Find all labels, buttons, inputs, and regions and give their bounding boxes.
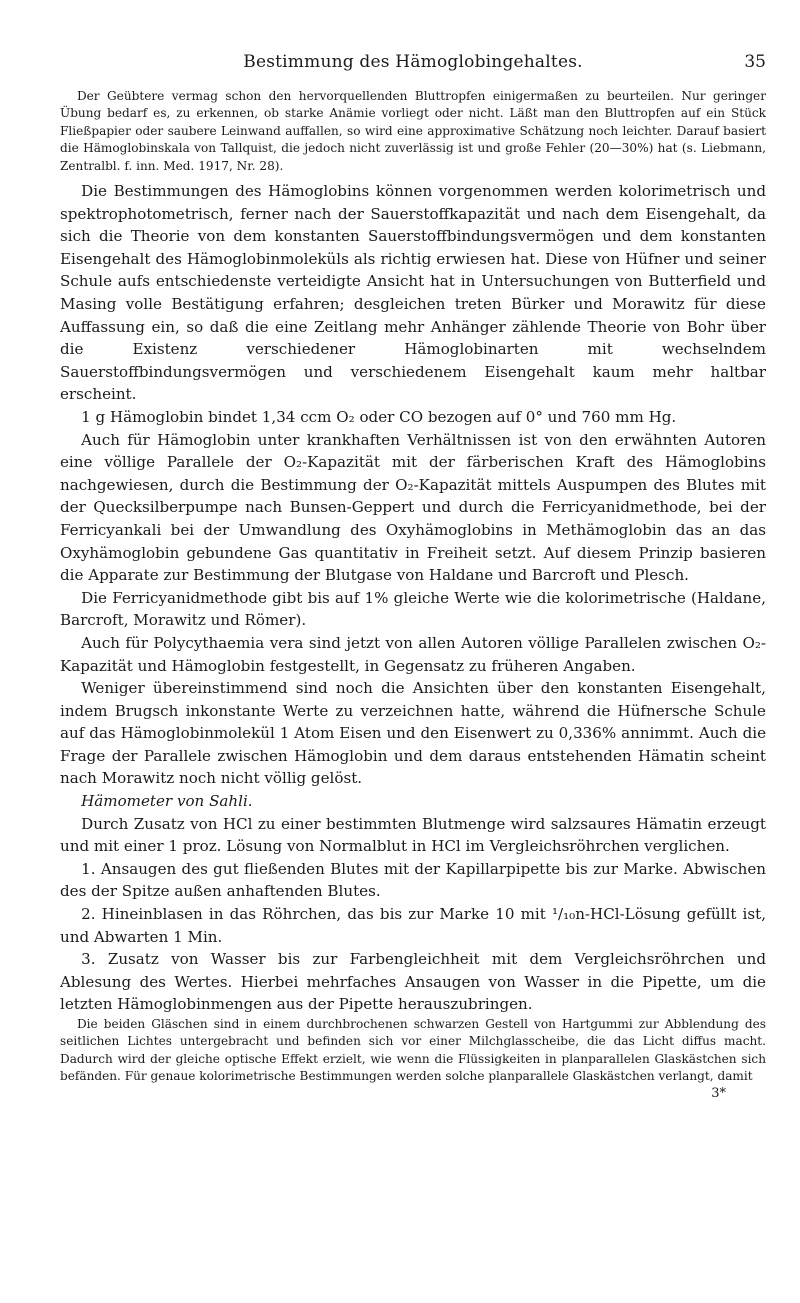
paragraph-binding: 1 g Hämoglobin bindet 1,34 ccm O₂ oder CO bezogen auf 0° und 760 mm Hg. (81, 407, 677, 426)
step-1: 1. Ansaugen des gut fließenden Blutes mit der Kapillarpipette bis zur Marke. Abwischen des der Spitze außen anhaftenden Blutes. (60, 859, 766, 901)
paragraph-parallel: Auch für Hämoglobin unter krankhaften Verhältnissen ist von den erwähnten Autoren eine völlige Parallele der O₂-Kapazität mit der färberischen Kraft des Hämoglobins nachgewiesen, durch die Bestimmung der O₂-Kapazität mittels Auspumpen des Blutes mit der Quecksilberpumpe nach Bunsen-Geppert und durch die Ferricyanidmethode, bei der Ferricyankali bei der Umwandlung des Oxyhämoglobins in Methämoglobin das an das Oxyhämoglobin gebundene Gas quantitativ in Freiheit setzt. Auf diesem Prinzip basieren die Apparate zur Bestimmung der Blutgase von Haldane und Barcroft und Plesch. (60, 430, 766, 585)
paragraph-ferricyanid: Die Ferricyanidmethode gibt bis auf 1% gleiche Werte wie die kolorimetrische (Haldane, Barcroft, Morawitz und Römer). (60, 588, 766, 630)
section-title: Hämometer von Sahli. (81, 792, 253, 811)
paragraph-iron: Weniger übereinstimmend sind noch die Ansichten über den konstanten Eisengehalt, indem Brugsch inkonstante Werte zu verzeichnen hatte, während die Hüfnersche Schule auf das Hämoglobinmolekül 1 Atom Eisen und den Eisenwert zu 0,336% annimmt. Auch die Frage der Parallele zwischen Hämoglobin und dem daraus entstehenden Hämatin scheint nach Morawitz noch nicht völlig gelöst. (60, 679, 766, 788)
paragraph-polycythaemia: Auch für Polycythaemia vera sind jetzt von allen Autoren völlige Parallelen zwischen O₂-Kapazität und Hämoglobin festgestellt, in Gegensatz zu früheren Angaben. (60, 633, 766, 675)
paragraph-methods: Die Bestimmungen des Hämoglobins können vorgenommen werden kolorimetrisch und spektrophotometrisch, ferner nach der Sauerstoffkapazität und nach dem Eisengehalt, da sich die Theorie von dem konstanten Sauerstoffbindungsvermögen und dem konstanten Eisengehalt des Hämoglobinmoleküls als richtig erwiesen hat. Diese von Hüfner und seiner Schule aufs entschiedenste verteidigte Ansicht hat in Untersuchungen von Butterfield und Masing volle Bestätigung erfahren; desgleichen treten Bürker und Morawitz für diese Auffassung ein, so daß die eine Zeitlang mehr Anhänger zählende Theorie von Bohr über die Existenz verschiedener Hämoglobinarten mit wechselndem Sauerstoffbindungsvermögen und verschiedenem Eisengehalt kaum mehr haltbar erscheint. (60, 182, 766, 404)
page-number: 35 (744, 52, 766, 72)
step-2: 2. Hineinblasen in das Röhrchen, das bis zur Marke 10 mit ¹/₁₀n-HCl-Lösung gefüllt ist, und Abwarten 1 Min. (60, 905, 766, 946)
note-paragraph: Die beiden Gläschen sind in einem durchbrochenen schwarzen Gestell von Hartgummi zur Abblendung des seitlichen Lichtes untergebracht und befinden sich vor einer Milchglasscheibe, die das Licht diffus macht. Dadurch wird der gleiche optische Effekt erzielt, wie wenn die Flüssigkeiten in planparallelen Glaskästchen sich befänden. Für genaue kolorimetrische Bestimmungen werden solche planparallele Glaskästchen verlangt, damit (60, 1017, 766, 1084)
step-3: 3. Zusatz von Wasser bis zur Farbengleichheit mit dem Vergleichsröhrchen und Ablesung des Wertes. Hierbei mehrfaches Ansaugen von Wasser in die Pipette, um die letzten Hämoglobinmengen aus der Pipette herauszubringen. (60, 950, 766, 1014)
page-header (60, 52, 766, 82)
paragraph-intro: Der Geübtere vermag schon den hervorquellenden Bluttropfen einigermaßen zu beurteilen. Nur geringer Übung bedarf es, zu erkennen, ob starke Anämie vorliegt oder nicht. Läßt man den Bluttropfen auf ein Stück Fließpapier oder saubere Leinwand auffallen, so wird eine approximative Schätzung noch leichter. Darauf basiert die Hämoglobinskala von Tallquist, die jedoch nicht zuverlässig ist und große Fehler (20—30%) hat (s. Liebmann, Zentralbl. f. inn. Med. 1917, Nr. 28). (60, 89, 766, 173)
signature-mark: 3* (711, 1085, 726, 1101)
running-title: Bestimmung des Hämoglobingehaltes. (243, 52, 583, 72)
paragraph-sahli: Durch Zusatz von HCl zu einer bestimmten Blutmenge wird salzsaures Hämatin erzeugt und mit einer 1 proz. Lösung von Normalblut in HCl im Vergleichsröhrchen verglichen. (60, 814, 766, 856)
page (60, 52, 766, 1101)
